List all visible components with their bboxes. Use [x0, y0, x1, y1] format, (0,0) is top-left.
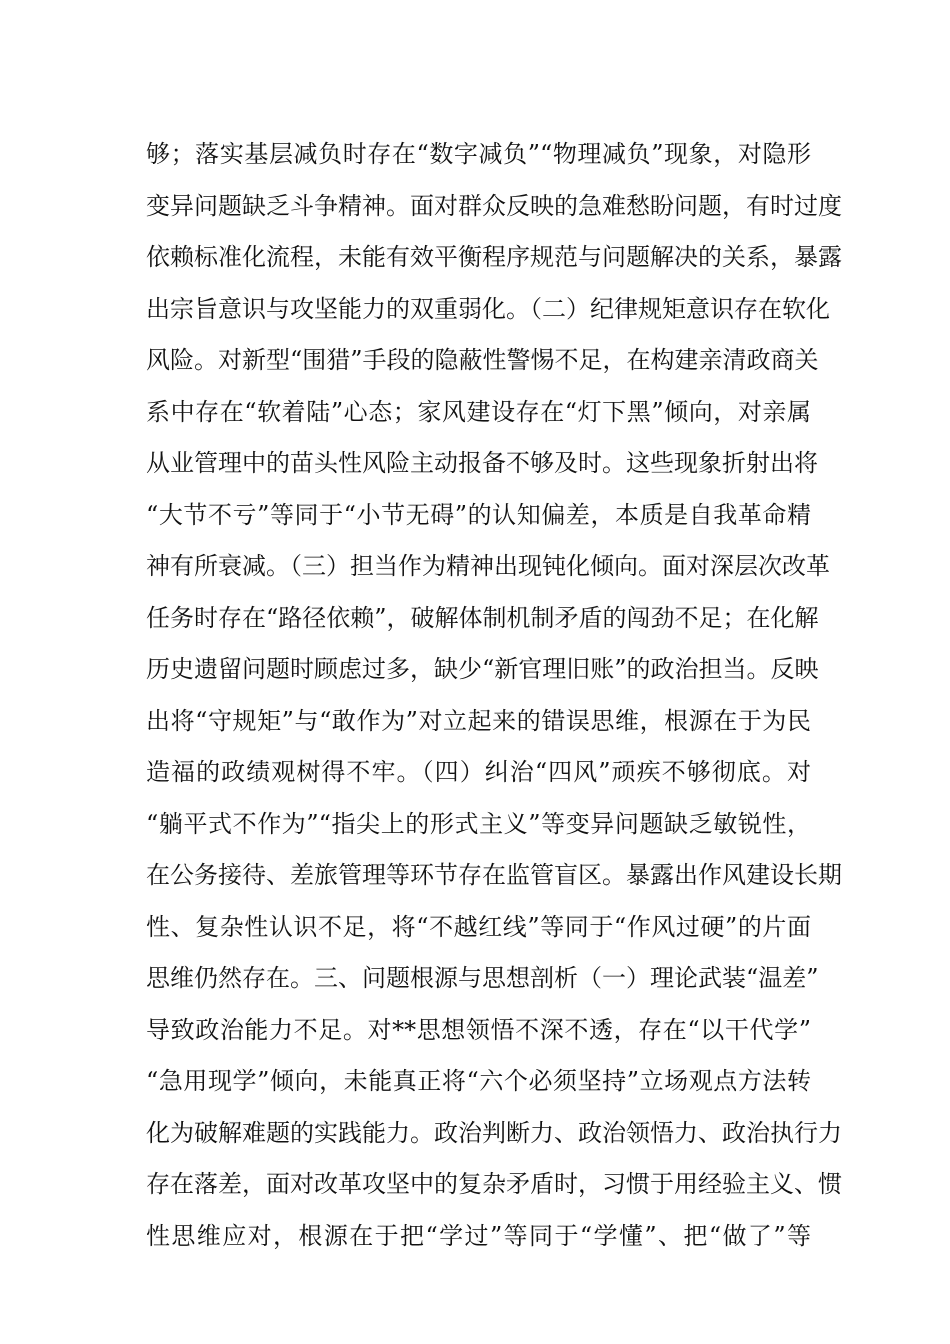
text-line: 思维仍然存在。三、问题根源与思想剖析（一）理论武装“温差”: [146, 964, 819, 992]
text-line: 从业管理中的苗头性风险主动报备不够及时。这些现象折射出将: [146, 449, 818, 477]
text-line: 历史遗留问题时顾虑过多，缺少“新官理旧账”的政治担当。反映: [146, 655, 819, 683]
text-line: 存在落差，面对改革攻坚中的复杂矛盾时，习惯于用经验主义、惯: [146, 1170, 842, 1198]
text-line: “急用现学”倾向，未能真正将“六个必须坚持”立场观点方法转: [146, 1067, 811, 1095]
text-line: 神有所衰减。（三）担当作为精神出现钝化倾向。面对深层次改革: [146, 552, 830, 580]
text-line: 性思维应对，根源在于把“学过”等同于“学懂”、把“做了”等: [146, 1221, 811, 1250]
text-line: “躺平式不作为”“指尖上的形式主义”等变异问题缺乏敏锐性，: [146, 809, 811, 838]
text-line: 出将“守规矩”与“敢作为”对立起来的错误思维，根源在于为民: [146, 706, 811, 735]
text-line: 性、复杂性认识不足，将“不越红线”等同于“作风过硬”的片面: [146, 912, 811, 941]
text-line: 在公务接待、差旅管理等环节存在监管盲区。暴露出作风建设长期: [146, 861, 842, 889]
text-line: 系中存在“软着陆”心态；家风建设存在“灯下黑”倾向，对亲属: [146, 397, 811, 426]
text-line: 出宗旨意识与攻坚能力的双重弱化。（二）纪律规矩意识存在软化: [146, 294, 830, 323]
text-line: 够；落实基层减负时存在“数字减负”“物理减负”现象，对隐形: [146, 140, 811, 168]
text-line: 依赖标准化流程，未能有效平衡程序规范与问题解决的关系，暴露: [146, 243, 842, 271]
text-line: 导致政治能力不足。对**思想领悟不深不透，存在“以干代学”: [146, 1015, 811, 1044]
body-text: [146, 129, 842, 1262]
text-line: 变异问题缺乏斗争精神。面对群众反映的急难愁盼问题，有时过度: [146, 191, 842, 220]
text-line: “大节不亏”等同于“小节无碍”的认知偏差，本质是自我革命精: [146, 500, 811, 529]
text-line: 化为破解难题的实践能力。政治判断力、政治领悟力、政治执行力: [146, 1118, 842, 1147]
text-line: 任务时存在“路径依赖”，破解体制机制矛盾的闯劲不足；在化解: [146, 603, 819, 632]
text-line: 风险。对新型“围猎”手段的隐蔽性警惕不足，在构建亲清政商关: [146, 346, 819, 374]
text-line: 造福的政绩观树得不牢。（四）纠治“四风”顽疾不够彻底。对: [146, 758, 811, 786]
